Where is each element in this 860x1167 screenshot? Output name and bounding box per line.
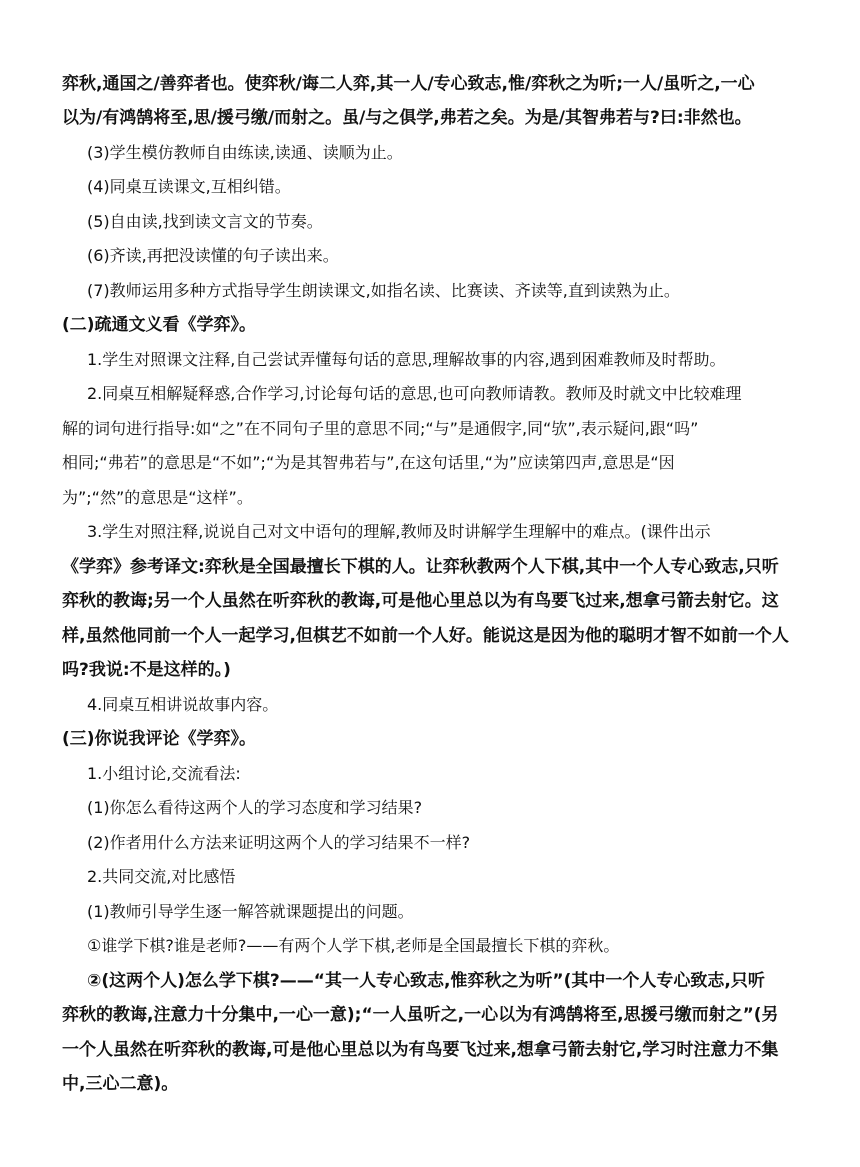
text-line: 中,三心二意)。 bbox=[62, 1074, 179, 1094]
text-line: 4.同桌互相讲说故事内容。 bbox=[87, 695, 279, 714]
text-line: (2)作者用什么方法来证明这两个人的学习结果不一样? bbox=[87, 833, 471, 852]
text-line: (4)同桌互读课文,互相纠错。 bbox=[87, 177, 291, 196]
text-line: 相同;“弗若”的意思是“不如”;“为是其智弗若与”,在这句话里,“为”应读第四声,意思是“因 bbox=[62, 453, 675, 472]
text-line: 3.学生对照注释,说说自己对文中语句的理解,教师及时讲解学生理解中的难点。(课件出示 bbox=[87, 522, 711, 541]
section-heading: (三)你说我评论《学弈》。 bbox=[62, 729, 257, 749]
text-line: (3)学生模仿教师自由练读,读通、读顺为止。 bbox=[87, 143, 403, 162]
text-line: ①谁学下棋?谁是老师?——有两个人学下棋,老师是全国最擅长下棋的弈秋。 bbox=[87, 936, 620, 955]
text-line: 1.小组讨论,交流看法: bbox=[87, 764, 241, 783]
section-heading: (二)疏通文义看《学弈》。 bbox=[62, 315, 257, 335]
text-line: 1.学生对照课文注释,自己尝试弄懂每句话的意思,理解故事的内容,遇到困难教师及时帮助。 bbox=[87, 350, 726, 369]
text-line: 《学弈》参考译文:弈秋是全国最擅长下棋的人。让弈秋教两个人下棋,其中一个人专心致志,只听 bbox=[62, 557, 779, 577]
text-line: 弈秋,通国之/善弈者也。使弈秋/诲二人弈,其一人/专心致志,惟/弈秋之为听;一人/虽听之,一心 bbox=[62, 74, 755, 94]
text-line: 弈秋的教诲,注意力十分集中,一心一意);“一人虽听之,一心以为有鸿鹄将至,思援弓缴而射之”(另 bbox=[62, 1005, 779, 1025]
text-line: 弈秋的教诲;另一个人虽然在听弈秋的教诲,可是他心里总以为有鸟要飞过来,想拿弓箭去射它。这 bbox=[62, 591, 779, 611]
text-line: 以为/有鸿鹄将至,思/援弓缴/而射之。虽/与之俱学,弗若之矣。为是/其智弗若与?曰:非然也。 bbox=[62, 108, 752, 128]
text-line: (1)教师引导学生逐一解答就课题提出的问题。 bbox=[87, 902, 414, 921]
text-line: 一个人虽然在听弈秋的教诲,可是他心里总以为有鸟要飞过来,想拿弓箭去射它,学习时注意力不集 bbox=[62, 1040, 779, 1060]
text-line: ②(这两个人)怎么学下棋?——“其一人专心致志,惟弈秋之为听”(其中一个人专心致志,只听 bbox=[87, 971, 765, 991]
text-line: (1)你怎么看待这两个人的学习态度和学习结果? bbox=[87, 798, 423, 817]
text-line: 2.共同交流,对比感悟 bbox=[87, 867, 236, 886]
text-line: (5)自由读,找到读文言文的节奏。 bbox=[87, 212, 323, 231]
text-line: (6)齐读,再把没读懂的句子读出来。 bbox=[87, 246, 339, 265]
text-line: 解的词句进行指导:如“之”在不同句子里的意思不同;“与”是通假字,同“欤”,表示疑问,跟“吗” bbox=[62, 419, 699, 438]
text-line: (7)教师运用多种方式指导学生朗读课文,如指名读、比赛读、齐读等,直到读熟为止。 bbox=[87, 281, 680, 300]
text-line: 样,虽然他同前一个人一起学习,但棋艺不如前一个人好。能说这是因为他的聪明才智不如前一个人 bbox=[62, 626, 789, 646]
text-line: 吗?我说:不是这样的。) bbox=[62, 660, 231, 680]
text-line: 2.同桌互相解疑释惑,合作学习,讨论每句话的意思,也可向教师请教。教师及时就文中比较难理 bbox=[87, 384, 742, 403]
text-line: 为”;“然”的意思是“这样”。 bbox=[62, 488, 253, 507]
